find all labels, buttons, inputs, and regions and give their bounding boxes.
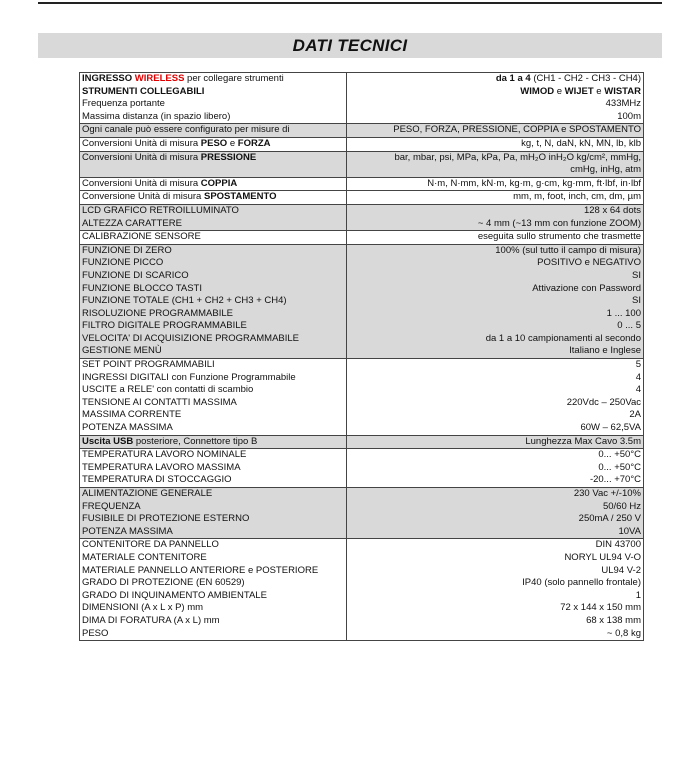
spec-value-cell-line — [349, 270, 641, 283]
spec-value-cell-line — [349, 577, 641, 590]
spec-label-cell-line — [82, 539, 344, 552]
text-fragment: 60W – 62,5VA — [580, 422, 641, 434]
text-fragment: 0 ... 5 — [617, 320, 641, 332]
spec-label-cell-line — [82, 124, 344, 137]
text-fragment: e — [554, 85, 565, 97]
spec-label-cell-line — [82, 231, 344, 244]
spec-label-cell-line — [82, 308, 344, 321]
spec-row — [80, 488, 644, 539]
spec-label-cell-line — [82, 257, 344, 270]
text-fragment: N·m, N·mm, kN·m, kg·m, g·cm, kg·mm, ft·lbf, in·lbf — [427, 177, 641, 189]
spec-label-cell — [80, 488, 347, 539]
spec-label-cell-line — [82, 526, 344, 539]
spec-label-cell — [80, 539, 347, 641]
text-fragment: IP40 (solo pannello frontale) — [522, 577, 641, 589]
text-fragment: Massima distanza (in spazio libero) — [82, 110, 231, 122]
spec-label-cell-line — [82, 205, 344, 218]
text-fragment: PRESSIONE — [200, 151, 257, 163]
text-fragment: da 1 a 10 campionamenti al secondo — [485, 332, 641, 344]
text-fragment: ALTEZZA CARATTERE — [82, 217, 182, 229]
spec-label-cell-line — [82, 270, 344, 283]
text-fragment: GESTIONE MENÙ — [82, 345, 162, 357]
spec-value-cell-line — [349, 152, 641, 165]
spec-label-cell-line — [82, 565, 344, 578]
spec-value-cell-line — [349, 345, 641, 358]
spec-value-cell — [347, 73, 644, 124]
spec-value-cell-line — [349, 73, 641, 86]
spec-row — [80, 191, 644, 205]
spec-value-cell — [347, 449, 644, 488]
text-fragment: Attivazione con Password — [532, 282, 641, 294]
spec-value-cell-line — [349, 539, 641, 552]
spec-row — [80, 539, 644, 641]
spec-value-cell-line — [349, 397, 641, 410]
text-fragment: SI — [632, 295, 641, 307]
spec-row — [80, 204, 644, 230]
spec-label-cell-line — [82, 628, 344, 641]
text-fragment: Conversioni Unità di misura — [82, 151, 201, 163]
spec-value-cell-line — [349, 245, 641, 258]
text-fragment: ~ 4 mm (~13 mm con funzione ZOOM) — [477, 217, 641, 229]
spec-label-cell-line — [82, 283, 344, 296]
text-fragment: WIJET — [564, 85, 594, 97]
text-fragment: MASSIMA CORRENTE — [82, 409, 182, 421]
text-fragment: mm, m, foot, inch, cm, dm, µm — [513, 191, 641, 203]
spec-value-cell-line — [349, 218, 641, 231]
spec-value-cell-line — [349, 565, 641, 578]
text-fragment: FUNZIONE DI ZERO — [82, 244, 172, 256]
text-fragment: FUNZIONE PICCO — [82, 257, 164, 269]
spec-value-cell — [347, 539, 644, 641]
spec-value-cell-line — [349, 526, 641, 539]
text-fragment: Conversioni Unità di misura — [82, 137, 201, 149]
text-fragment: WIRELESS — [134, 73, 185, 84]
text-fragment: WIMOD — [520, 85, 555, 97]
text-fragment: TEMPERATURA LAVORO MASSIMA — [82, 461, 241, 473]
text-fragment: CALIBRAZIONE SENSORE — [82, 231, 201, 243]
spec-label-cell-line — [82, 333, 344, 346]
text-fragment: 1 — [635, 589, 641, 601]
spec-row — [80, 449, 644, 488]
spec-label-cell — [80, 73, 347, 124]
spec-label-cell — [80, 137, 347, 151]
spec-value-cell — [347, 488, 644, 539]
text-fragment: ~ 0,8 kg — [606, 627, 641, 639]
spec-value-cell-line — [349, 359, 641, 372]
text-fragment: 2A — [629, 409, 641, 421]
text-fragment: TENSIONE AI CONTATTI MASSIMA — [82, 396, 237, 408]
spec-value-cell-line — [349, 283, 641, 296]
text-fragment: 0... +50°C — [598, 449, 641, 461]
spec-value-cell-line — [349, 615, 641, 628]
text-fragment: MATERIALE CONTENITORE — [82, 551, 207, 563]
text-fragment: PESO — [82, 627, 109, 639]
spec-value-cell — [347, 124, 644, 138]
spec-value-cell-line — [349, 295, 641, 308]
text-fragment: TEMPERATURA LAVORO NOMINALE — [82, 449, 247, 461]
spec-label-cell — [80, 151, 347, 177]
text-fragment: bar, mbar, psi, MPa, kPa, Pa, mH₂O inH₂O kg/cm², mmHg, — [394, 151, 641, 163]
spec-label-cell-line — [82, 138, 344, 151]
spec-value-cell-line — [349, 436, 641, 449]
spec-value-cell-line — [349, 111, 641, 124]
text-fragment: PESO — [200, 137, 228, 149]
spec-label-cell — [80, 124, 347, 138]
text-fragment: da 1 a 4 — [495, 73, 531, 84]
spec-value-cell — [347, 191, 644, 205]
text-fragment: FUNZIONE TOTALE (CH1 + CH2 + CH3 + CH4) — [82, 295, 287, 307]
text-fragment: NORYL UL94 V-O — [564, 551, 641, 563]
top-rule — [38, 2, 662, 4]
spec-label-cell-line — [82, 111, 344, 124]
spec-table-body — [80, 73, 644, 641]
spec-label-cell-line — [82, 397, 344, 410]
text-fragment: FREQUENZA — [82, 500, 141, 512]
spec-row — [80, 231, 644, 245]
spec-label-cell-line — [82, 73, 344, 86]
spec-value-cell-line — [349, 124, 641, 137]
text-fragment: Italiano e Inglese — [569, 345, 641, 357]
spec-label-cell-line — [82, 552, 344, 565]
text-fragment: ALIMENTAZIONE GENERALE — [82, 488, 213, 499]
text-fragment: 433MHz — [605, 98, 641, 110]
text-fragment: 250mA / 250 V — [578, 513, 641, 525]
spec-label-cell-line — [82, 345, 344, 358]
text-fragment: USCITE a RELE' con contatti di scambio — [82, 384, 254, 396]
spec-value-cell-line — [349, 86, 641, 99]
text-fragment: e — [593, 85, 605, 97]
spec-label-cell-line — [82, 577, 344, 590]
spec-value-cell-line — [349, 257, 641, 270]
spec-label-cell-line — [82, 372, 344, 385]
spec-value-cell — [347, 435, 644, 449]
spec-label-cell-line — [82, 590, 344, 603]
text-fragment: MATERIALE PANNELLO ANTERIORE e POSTERIORE — [82, 564, 319, 576]
spec-value-cell — [347, 231, 644, 245]
spec-value-cell-line — [349, 205, 641, 218]
spec-label-cell-line — [82, 462, 344, 475]
spec-value-cell-line — [349, 422, 641, 435]
spec-label-cell-line — [82, 98, 344, 111]
text-fragment: -20... +70°C — [589, 474, 641, 486]
spec-value-cell-line — [349, 474, 641, 487]
spec-value-cell-line — [349, 513, 641, 526]
text-fragment: POSITIVO e NEGATIVO — [537, 257, 641, 269]
spec-value-cell-line — [349, 602, 641, 615]
text-fragment: posteriore, Connettore tipo B — [133, 435, 258, 447]
text-fragment: cmHg, inHg, atm — [570, 164, 641, 176]
text-fragment: GRADO DI PROTEZIONE (EN 60529) — [82, 577, 245, 589]
spec-value-cell-line — [349, 384, 641, 397]
text-fragment: 1 ... 100 — [606, 307, 641, 319]
spec-label-cell-line — [82, 384, 344, 397]
text-fragment: SPOSTAMENTO — [203, 191, 277, 203]
text-fragment: SI — [632, 269, 641, 281]
spec-value-cell-line — [349, 164, 641, 177]
text-fragment: 4 — [635, 384, 641, 396]
text-fragment: 4 — [635, 371, 641, 383]
spec-label-cell-line — [82, 501, 344, 514]
text-fragment: 72 x 144 x 150 mm — [560, 602, 641, 614]
spec-value-cell-line — [349, 501, 641, 514]
text-fragment: STRUMENTI COLLEGABILI — [82, 85, 205, 97]
spec-label-cell-line — [82, 178, 344, 191]
spec-label-cell — [80, 449, 347, 488]
spec-value-cell-line — [349, 488, 641, 501]
text-fragment: 50/60 Hz — [602, 500, 641, 512]
text-fragment: FUNZIONE BLOCCO TASTI — [82, 282, 202, 294]
spec-value-cell — [347, 204, 644, 230]
spec-label-cell-line — [82, 474, 344, 487]
text-fragment: 128 x 64 dots — [583, 204, 641, 216]
spec-table — [79, 72, 644, 641]
text-fragment: 100% (sul tutto il campo di misura) — [495, 244, 641, 256]
text-fragment: Frequenza portante — [82, 98, 165, 110]
text-fragment: FILTRO DIGITALE PROGRAMMABILE — [82, 320, 247, 332]
spec-value-cell-line — [349, 178, 641, 191]
spec-value-cell-line — [349, 552, 641, 565]
spec-row — [80, 73, 644, 124]
text-fragment: COPPIA — [200, 177, 238, 189]
text-fragment: 68 x 138 mm — [586, 614, 641, 626]
spec-value-cell-line — [349, 462, 641, 475]
spec-label-cell-line — [82, 152, 344, 165]
text-fragment: Conversione Unità di misura — [82, 191, 204, 203]
text-fragment: (CH1 - CH2 - CH3 - CH4) — [530, 73, 641, 84]
text-fragment: kg, t, N, daN, kN, MN, lb, klb — [521, 137, 641, 149]
spec-value-cell-line — [349, 231, 641, 244]
text-fragment: RISOLUZIONE PROGRAMMABILE — [82, 307, 233, 319]
text-fragment: VELOCITA' DI ACQUISIZIONE PROGRAMMABILE — [82, 332, 300, 344]
text-fragment: INGRESSI DIGITALI con Funzione Programmabile — [82, 371, 296, 383]
spec-label-cell-line — [82, 449, 344, 462]
spec-row — [80, 359, 644, 436]
text-fragment: 100m — [617, 110, 641, 122]
spec-value-cell — [347, 137, 644, 151]
text-fragment: UL94 V-2 — [601, 564, 641, 576]
text-fragment: 230 Vac +/-10% — [573, 488, 641, 499]
spec-row — [80, 151, 644, 177]
spec-value-cell-line — [349, 449, 641, 462]
spec-value-cell-line — [349, 138, 641, 151]
spec-label-cell — [80, 244, 347, 358]
text-fragment: POTENZA MASSIMA — [82, 422, 173, 434]
spec-label-cell-line — [82, 409, 344, 422]
spec-label-cell — [80, 204, 347, 230]
text-fragment: Ogni canale può essere configurato per misure di — [82, 124, 290, 136]
spec-label-cell-line — [82, 218, 344, 231]
text-fragment: 0... +50°C — [598, 461, 641, 473]
spec-label-cell-line — [82, 320, 344, 333]
spec-label-cell-line — [82, 488, 344, 501]
spec-label-cell — [80, 191, 347, 205]
spec-label-cell — [80, 359, 347, 436]
text-fragment: FORZA — [237, 137, 271, 149]
text-fragment: PESO, FORZA, PRESSIONE, COPPIA e SPOSTAMENTO — [393, 124, 641, 136]
spec-label-cell-line — [82, 191, 344, 204]
text-fragment: WISTAR — [604, 85, 641, 97]
spec-value-cell — [347, 244, 644, 358]
text-fragment: CONTENITORE DA PANNELLO — [82, 539, 219, 551]
text-fragment: FUNZIONE DI SCARICO — [82, 269, 189, 281]
text-fragment: FUSIBILE DI PROTEZIONE ESTERNO — [82, 513, 250, 525]
text-fragment: eseguita sullo strumento che trasmette — [477, 231, 641, 243]
spec-value-cell — [347, 359, 644, 436]
spec-label-cell-line — [82, 295, 344, 308]
spec-value-cell — [347, 177, 644, 191]
spec-label-cell-line — [82, 436, 344, 449]
spec-value-cell-line — [349, 590, 641, 603]
spec-label-cell-line — [82, 615, 344, 628]
spec-value-cell-line — [349, 409, 641, 422]
spec-label-cell-line — [82, 359, 344, 372]
spec-value-cell-line — [349, 333, 641, 346]
text-fragment: GRADO DI INQUINAMENTO AMBIENTALE — [82, 589, 267, 601]
spec-row — [80, 137, 644, 151]
spec-row — [80, 124, 644, 138]
text-fragment: TEMPERATURA DI STOCCAGGIO — [82, 474, 232, 486]
spec-label-cell-line — [82, 86, 344, 99]
spec-label-cell-line — [82, 422, 344, 435]
text-fragment: 220Vdc – 250Vac — [566, 396, 641, 408]
spec-value-cell — [347, 151, 644, 177]
spec-label-cell — [80, 435, 347, 449]
text-fragment: e — [227, 137, 238, 149]
text-fragment: Lunghezza Max Cavo 3.5m — [525, 435, 641, 447]
text-fragment: Uscita USB — [82, 435, 134, 447]
spec-value-cell-line — [349, 320, 641, 333]
text-fragment: INGRESSO — [82, 73, 135, 84]
spec-value-cell-line — [349, 628, 641, 641]
spec-value-cell-line — [349, 191, 641, 204]
text-fragment: LCD GRAFICO RETROILLUMINATO — [82, 204, 239, 216]
text-fragment: POTENZA MASSIMA — [82, 525, 173, 537]
spec-row — [80, 244, 644, 358]
spec-value-cell-line — [349, 372, 641, 385]
spec-row — [80, 177, 644, 191]
spec-row — [80, 435, 644, 449]
text-fragment: DIMA DI FORATURA (A x L) mm — [82, 614, 220, 626]
text-fragment: Conversioni Unità di misura — [82, 177, 201, 189]
text-fragment: 5 — [635, 359, 641, 371]
text-fragment: per collegare strumenti — [184, 73, 284, 84]
spec-label-cell-line — [82, 602, 344, 615]
spec-value-cell-line — [349, 308, 641, 321]
spec-label-cell — [80, 177, 347, 191]
text-fragment: DIMENSIONI (A x L x P) mm — [82, 602, 204, 614]
text-fragment: 10VA — [618, 525, 641, 537]
text-fragment: SET POINT PROGRAMMABILI — [82, 359, 215, 371]
spec-label-cell — [80, 231, 347, 245]
spec-label-cell-line — [82, 513, 344, 526]
page-title: DATI TECNICI — [38, 33, 662, 58]
spec-label-cell-line — [82, 245, 344, 258]
text-fragment: DIN 43700 — [595, 539, 641, 551]
spec-value-cell-line — [349, 98, 641, 111]
